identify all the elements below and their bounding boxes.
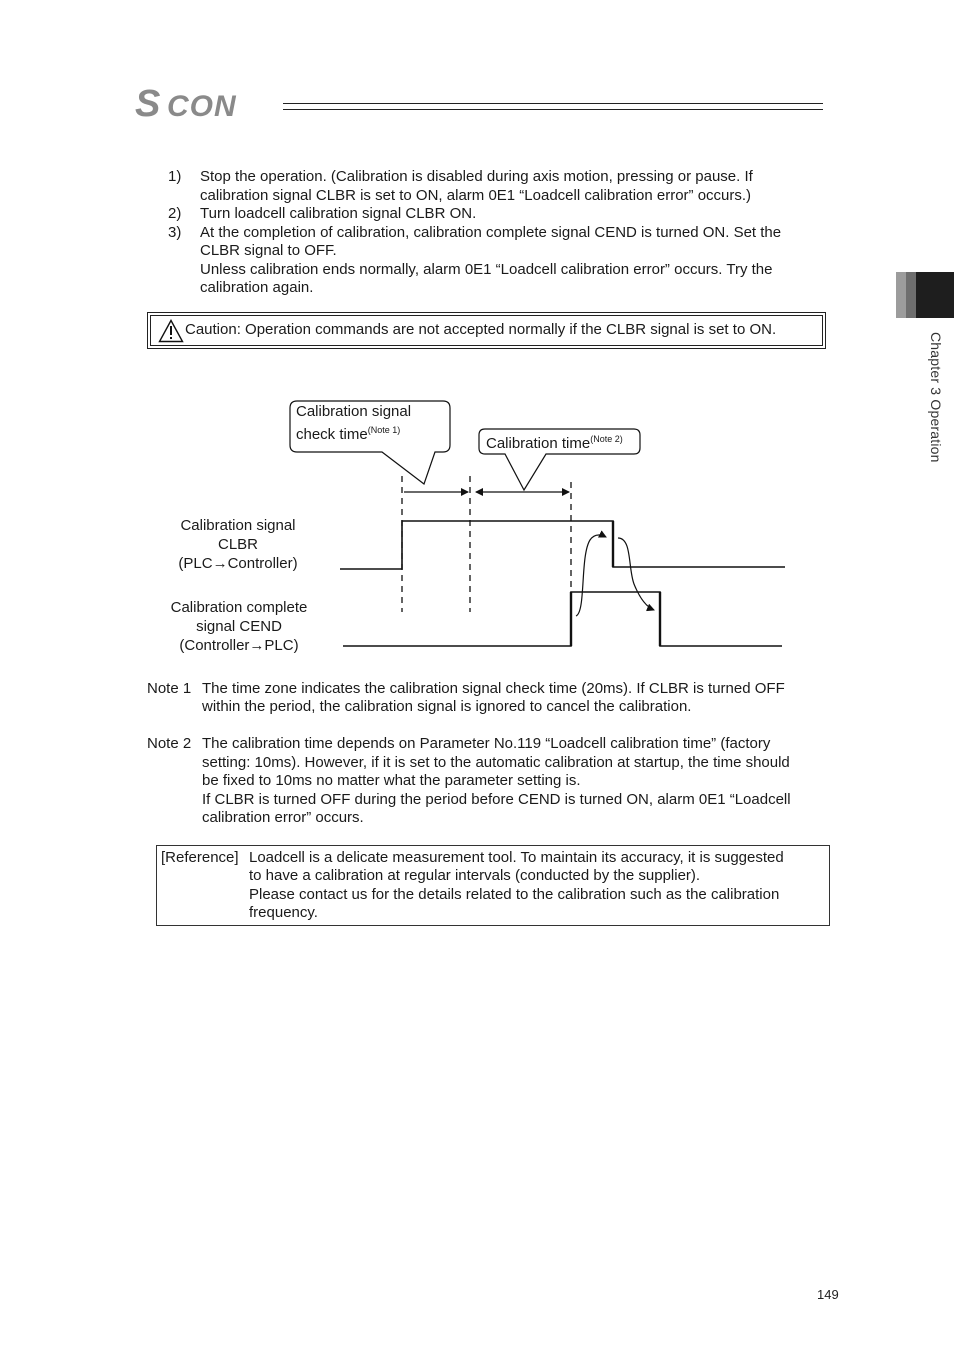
callout-check-time-text: Calibration signal check time$^{(Note 1)}$	[296, 403, 412, 443]
note-text: The time zone indicates the calibration signal check time (20ms). If CLBR is turned OFF	[202, 680, 785, 697]
step-number: 3)	[168, 224, 182, 241]
step-text: calibration again.	[200, 279, 314, 296]
reference-label: [Reference]	[161, 849, 239, 866]
step-text: Stop the operation. (Calibration is disabled during axis motion, pressing or pause. If	[200, 168, 753, 185]
timing-diagram	[0, 380, 954, 680]
step-text: Turn loadcell calibration signal CLBR ON.	[200, 205, 477, 222]
reference-text: Please contact us for the details related to the calibration such as the calibration	[249, 886, 780, 903]
note-text: be fixed to 10ms no matter what the parameter setting is.	[202, 772, 581, 789]
callout-calibration-time-text: Calibration time$^{(Note 2)}$	[486, 434, 623, 452]
reference-text: Loadcell is a delicate measurement tool. To maintain its accuracy, it is suggested	[249, 849, 784, 866]
scon-logo	[135, 86, 275, 122]
reference-text: to have a calibration at regular intervals (conducted by the supplier).	[249, 867, 701, 884]
clbr-fall-to-cend-fall-arrow	[618, 538, 654, 610]
note-text: The calibration time depends on Parameter No.119 “Loadcell calibration time” (factory	[202, 735, 771, 752]
clbr-signal-label: Calibration signal CLBR (PLC→Controller)	[178, 517, 298, 572]
step-text: calibration signal CLBR is set to ON, alarm 0E1 “Loadcell calibration error” occurs.)	[200, 187, 752, 204]
chapter-label: Chapter 3 Operation	[928, 332, 944, 463]
caution-box	[150, 315, 823, 346]
reference-box	[156, 845, 830, 926]
page-number: 149	[817, 1287, 839, 1302]
note-label: Note 1	[147, 680, 192, 697]
timing-diagram-graphic	[0, 380, 954, 680]
note-text: calibration error” occurs.	[202, 809, 364, 826]
chapter-tab-marker	[896, 272, 954, 318]
cend-rise-to-clbr-fall-arrow	[576, 535, 606, 616]
step-text: At the completion of calibration, calibration complete signal CEND is turned ON. Set the	[200, 224, 782, 241]
header-rule	[283, 109, 823, 110]
cend-signal-label: Calibration complete signal CEND (Controller→PLC)	[170, 599, 308, 654]
note-label: Note 2	[147, 735, 192, 752]
step-number: 2)	[168, 205, 182, 222]
cend-waveform	[343, 592, 782, 646]
step-text: CLBR signal to OFF.	[200, 242, 337, 259]
note-text: If CLBR is turned OFF during the period before CEND is turned ON, alarm 0E1 “Loadcell	[202, 791, 791, 808]
clbr-waveform	[340, 521, 785, 569]
note-text: setting: 10ms). However, if it is set to the automatic calibration at startup, the time should	[202, 754, 790, 771]
caution-text: Caution: Operation commands are not accepted normally if the CLBR signal is set to ON.	[185, 321, 777, 338]
reference-text: frequency.	[249, 904, 318, 921]
svg-text:CON: CON	[167, 90, 237, 122]
svg-text:S: S	[135, 86, 161, 122]
note-text: within the period, the calibration signal is ignored to cancel the calibration.	[202, 698, 692, 715]
step-text: Unless calibration ends normally, alarm 0E1 “Loadcell calibration error” occurs. Try the	[200, 261, 773, 278]
warning-triangle-icon	[158, 319, 184, 343]
step-number: 1)	[168, 168, 182, 185]
header-rule	[283, 103, 823, 104]
